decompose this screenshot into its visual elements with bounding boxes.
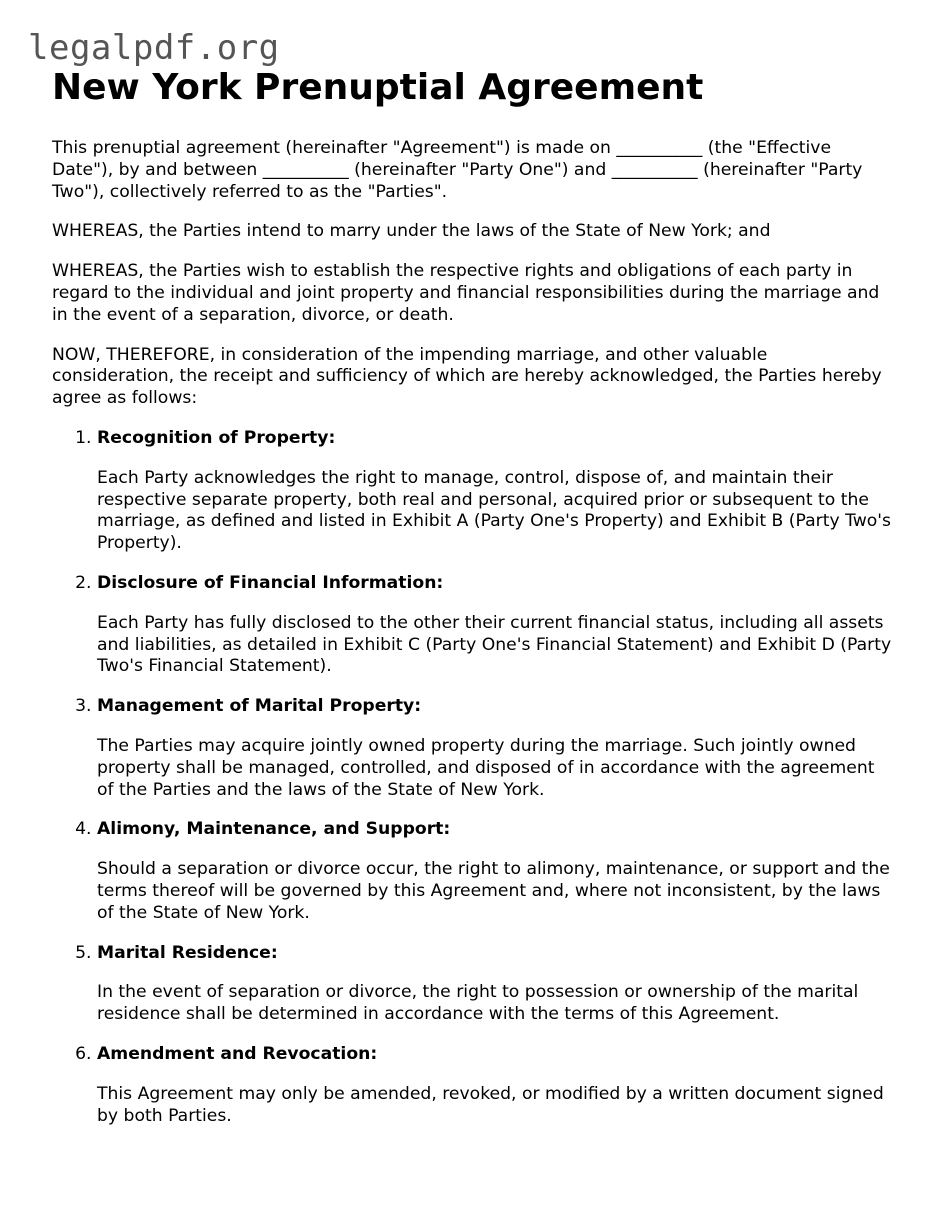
section-heading: 2. Disclosure of Financial Information: (97, 572, 444, 593)
section-body: Each Party has fully disclosed to the other their current financial status, including all assets and liabilities, as detailed in Exhibit C (Party One's Financial Statement) and Exhibit D (Party Two's Financial Statement). (97, 612, 892, 677)
whereas-marry-paragraph: WHEREAS, the Parties intend to marry under the laws of the State of New York; and (52, 221, 771, 242)
section-heading: 6. Amendment and Revocation: (97, 1043, 378, 1064)
section-item (97, 943, 892, 1026)
section-body: This Agreement may only be amended, revoked, or modified by a written document signed by both Parties. (97, 1083, 884, 1126)
section-heading: 3. Management of Marital Property: (97, 696, 422, 717)
section-body: Should a separation or divorce occur, the right to alimony, maintenance, or support and the terms thereof will be governed by this Agreement and, where not inconsistent, by the laws of the State of New York. (97, 859, 890, 923)
section-item (97, 573, 892, 678)
section-item (97, 1044, 892, 1127)
section-body: The Parties may acquire jointly owned property during the marriage. Such jointly owned property shall be managed, controlled, and disposed of in accordance with the agreement of the Parties and the laws of the State of New York. (97, 735, 875, 800)
section-heading: 5. Marital Residence: (97, 942, 278, 963)
section-body: In the event of separation or divorce, the right to possession or ownership of the marital residence shall be determined in accordance with the terms of this Agreement. (97, 982, 859, 1025)
intro-paragraph: This prenuptial agreement (hereinafter "Agreement") is made on __________ (the "Effective Date"), by and between __________ (hereinafter "Party One") and __________ (hereinafter "Party Two"), collectively referred to as the "Parties". (52, 138, 863, 202)
section-body: Each Party acknowledges the right to manage, control, dispose of, and maintain their respective separate property, both real and personal, acquired prior or subsequent to the marriage, as defined and listed in Exhibit A (Party One's Property) and Exhibit B (Party Two's Property). (97, 467, 891, 554)
section-heading: 4. Alimony, Maintenance, and Support: (97, 819, 451, 840)
document-page (52, 64, 892, 1145)
sections-list (52, 428, 892, 1127)
section-heading: 1. Recognition of Property: (97, 427, 336, 448)
section-item (97, 428, 892, 555)
section-item (97, 696, 892, 801)
whereas-rights-paragraph: WHEREAS, the Parties wish to establish the respective rights and obligations of each party in regard to the individual and joint property and financial responsibilities during the marriage and in the event of a separation, divorce, or death. (52, 261, 880, 325)
section-item (97, 819, 892, 924)
watermark: legalpdf.org (28, 28, 280, 68)
now-therefore-paragraph: NOW, THEREFORE, in consideration of the impending marriage, and other valuable consideration, the receipt and sufficiency of which are hereby acknowledged, the Parties hereby agree as follows: (52, 344, 882, 409)
document-title: New York Prenuptial Agreement (52, 67, 704, 108)
